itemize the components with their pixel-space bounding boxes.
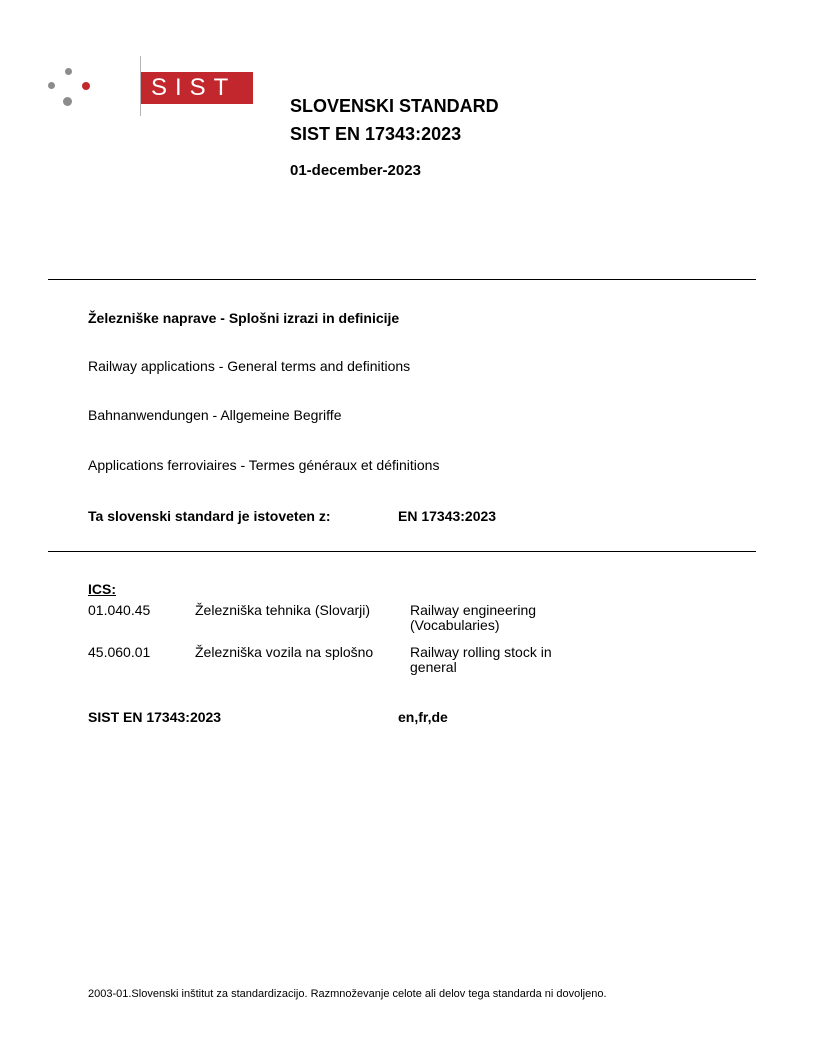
summary-standard: SIST EN 17343:2023 [88, 709, 222, 725]
ics-slovenian: Železniška tehnika (Slovarji) [195, 602, 371, 618]
middle-divider [48, 551, 756, 552]
logo-wordmark: SIST [141, 72, 253, 104]
publication-date: 01-december-2023 [290, 162, 421, 179]
ics-heading: ICS: [88, 581, 116, 597]
identity-value: EN 17343:2023 [398, 508, 497, 524]
logo-dot-icon [63, 97, 72, 106]
top-divider [48, 279, 756, 280]
ics-code: 01.040.45 [88, 602, 151, 618]
sist-logo [48, 62, 237, 122]
standard-type: SLOVENSKI STANDARD [290, 96, 499, 116]
ics-row [88, 645, 608, 677]
ics-row [88, 603, 608, 635]
title-slovenian: Železniške naprave - Splošni izrazi in definicije [88, 310, 400, 326]
summary-languages: en,fr,de [398, 709, 448, 725]
standard-number: SIST EN 17343:2023 [290, 124, 462, 144]
logo-dot-icon [48, 82, 55, 89]
title-french: Applications ferroviaires - Termes généraux et définitions [88, 457, 440, 473]
title-english: Railway applications - General terms and definitions [88, 358, 411, 374]
identity-label: Ta slovenski standard je istoveten z: [88, 508, 331, 524]
ics-code: 45.060.01 [88, 644, 151, 660]
logo-dot-icon [65, 68, 72, 75]
ics-english: Railway engineering (Vocabularies) [410, 602, 537, 633]
copyright-footer: 2003-01.Slovenski inštitut za standardizacijo. Razmnoževanje celote ali delov tega standarda ni dovoljeno. [88, 988, 607, 1000]
title-german: Bahnanwendungen - Allgemeine Begriffe [88, 407, 342, 423]
ics-slovenian: Železniška vozila na splošno [195, 644, 374, 660]
ics-english: Railway rolling stock in general [410, 644, 552, 675]
logo-red-dot-icon [82, 82, 90, 90]
